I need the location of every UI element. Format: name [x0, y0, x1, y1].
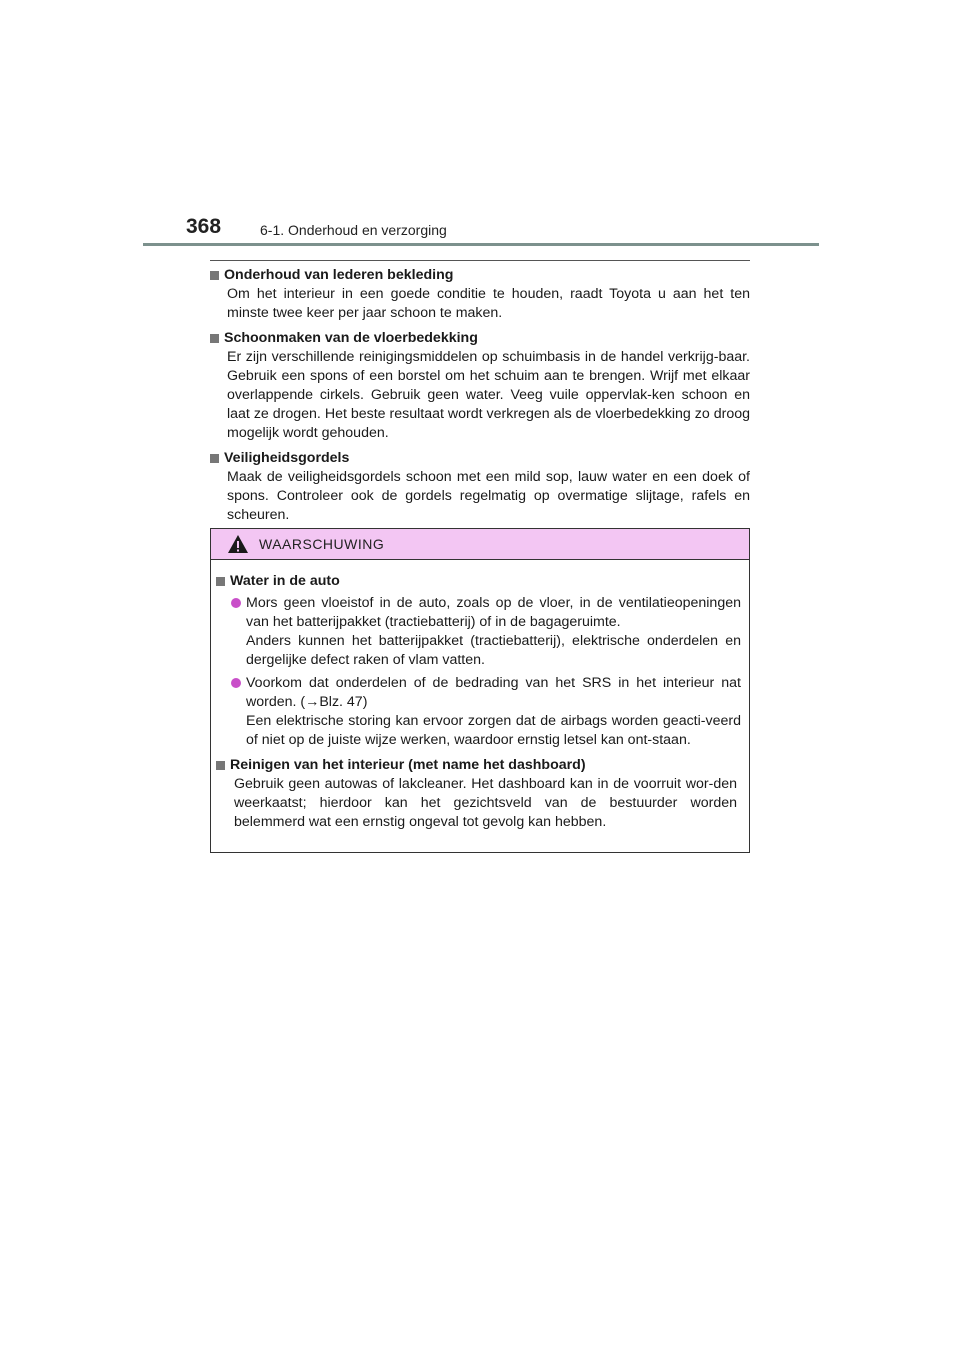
bullet-text-line: Voorkom dat onderdelen of de bedrading van het SRS in het interieur nat worden. (→Blz. 47)	[246, 675, 741, 710]
section-title: Veiligheidsgordels	[224, 450, 350, 466]
warning-box	[210, 528, 750, 853]
bullet-text-line: Een elektrische storing kan ervoor zorgen dat de airbags worden geacti-veerd of niet op de juiste wijze werken, waardoor ernstig letsel kan ont-staan.	[246, 713, 741, 748]
circle-bullet-icon	[231, 678, 241, 688]
list-item	[231, 594, 741, 670]
square-bullet-icon	[210, 334, 219, 343]
main-content	[210, 266, 750, 531]
warning-section-text: Gebruik geen autowas of lakcleaner. Het dashboard kan in de voorruit wor-den weerkaatst; hierdoor kan het gezichtsveld van de bestuurder worden belemmerd wat een ernstig ongeval tot gevolg kan hebben.	[234, 776, 737, 830]
warning-section-heading	[216, 572, 741, 591]
square-bullet-icon	[216, 761, 225, 770]
section-leather	[210, 266, 750, 323]
section-heading	[210, 449, 750, 468]
section-title: Schoonmaken van de vloerbedekking	[224, 330, 478, 346]
square-bullet-icon	[210, 271, 219, 280]
section-title: Onderhoud van lederen bekleding	[224, 267, 454, 283]
square-bullet-icon	[216, 577, 225, 586]
warning-title: WAARSCHUWING	[259, 536, 385, 552]
section-seatbelts	[210, 449, 750, 525]
warning-section-dashboard	[216, 756, 741, 832]
warning-section-water	[216, 572, 741, 750]
warning-section-heading	[216, 756, 741, 775]
warning-body	[211, 560, 749, 832]
section-heading	[210, 329, 750, 348]
list-item	[231, 674, 741, 750]
section-rule	[210, 260, 750, 261]
section-text: Er zijn verschillende reinigingsmiddelen op schuimbasis in de handel verkrijg-baar. Gebruik een spons of een borstel om het schuim aan te brengen. Wrijf met elkaar overlappende cirkels. Gebruik geen water. Veeg vuile oppervlak-ken schoon en laat ze drogen. Het beste resultaat wordt verkregen als de vloerbedekking zo droog mogelijk wordt gehouden.	[227, 349, 750, 441]
section-text: Om het interieur in een goede conditie te houden, raadt Toyota u aan het ten minste twee keer per jaar schoon te maken.	[227, 286, 750, 321]
header-rule	[143, 243, 819, 246]
warning-triangle-icon	[227, 534, 249, 554]
circle-bullet-icon	[231, 598, 241, 608]
warning-section-title: Water in de auto	[230, 573, 340, 589]
section-text: Maak de veiligheidsgordels schoon met een mild sop, lauw water en een doek of spons. Controleer ook de gordels regelmatig op overmatige slijtage, rafels en scheuren.	[227, 469, 750, 523]
bullet-text-line: Anders kunnen het batterijpakket (tractiebatterij), elektrische onderdelen en dergelijke defect raken of vlam vatten.	[246, 633, 741, 668]
warning-section-title: Reinigen van het interieur (met name het dashboard)	[230, 757, 586, 773]
bullet-text-line: Mors geen vloeistof in de auto, zoals op de vloer, in de ventilatieopeningen van het batterijpakket (tractiebatterij) of in de bagageruimte.	[246, 595, 741, 630]
section-heading	[210, 266, 750, 285]
page-number: 368	[186, 215, 222, 238]
chapter-title: 6-1. Onderhoud en verzorging	[260, 222, 447, 238]
square-bullet-icon	[210, 454, 219, 463]
section-carpet	[210, 329, 750, 443]
warning-header	[211, 529, 749, 560]
